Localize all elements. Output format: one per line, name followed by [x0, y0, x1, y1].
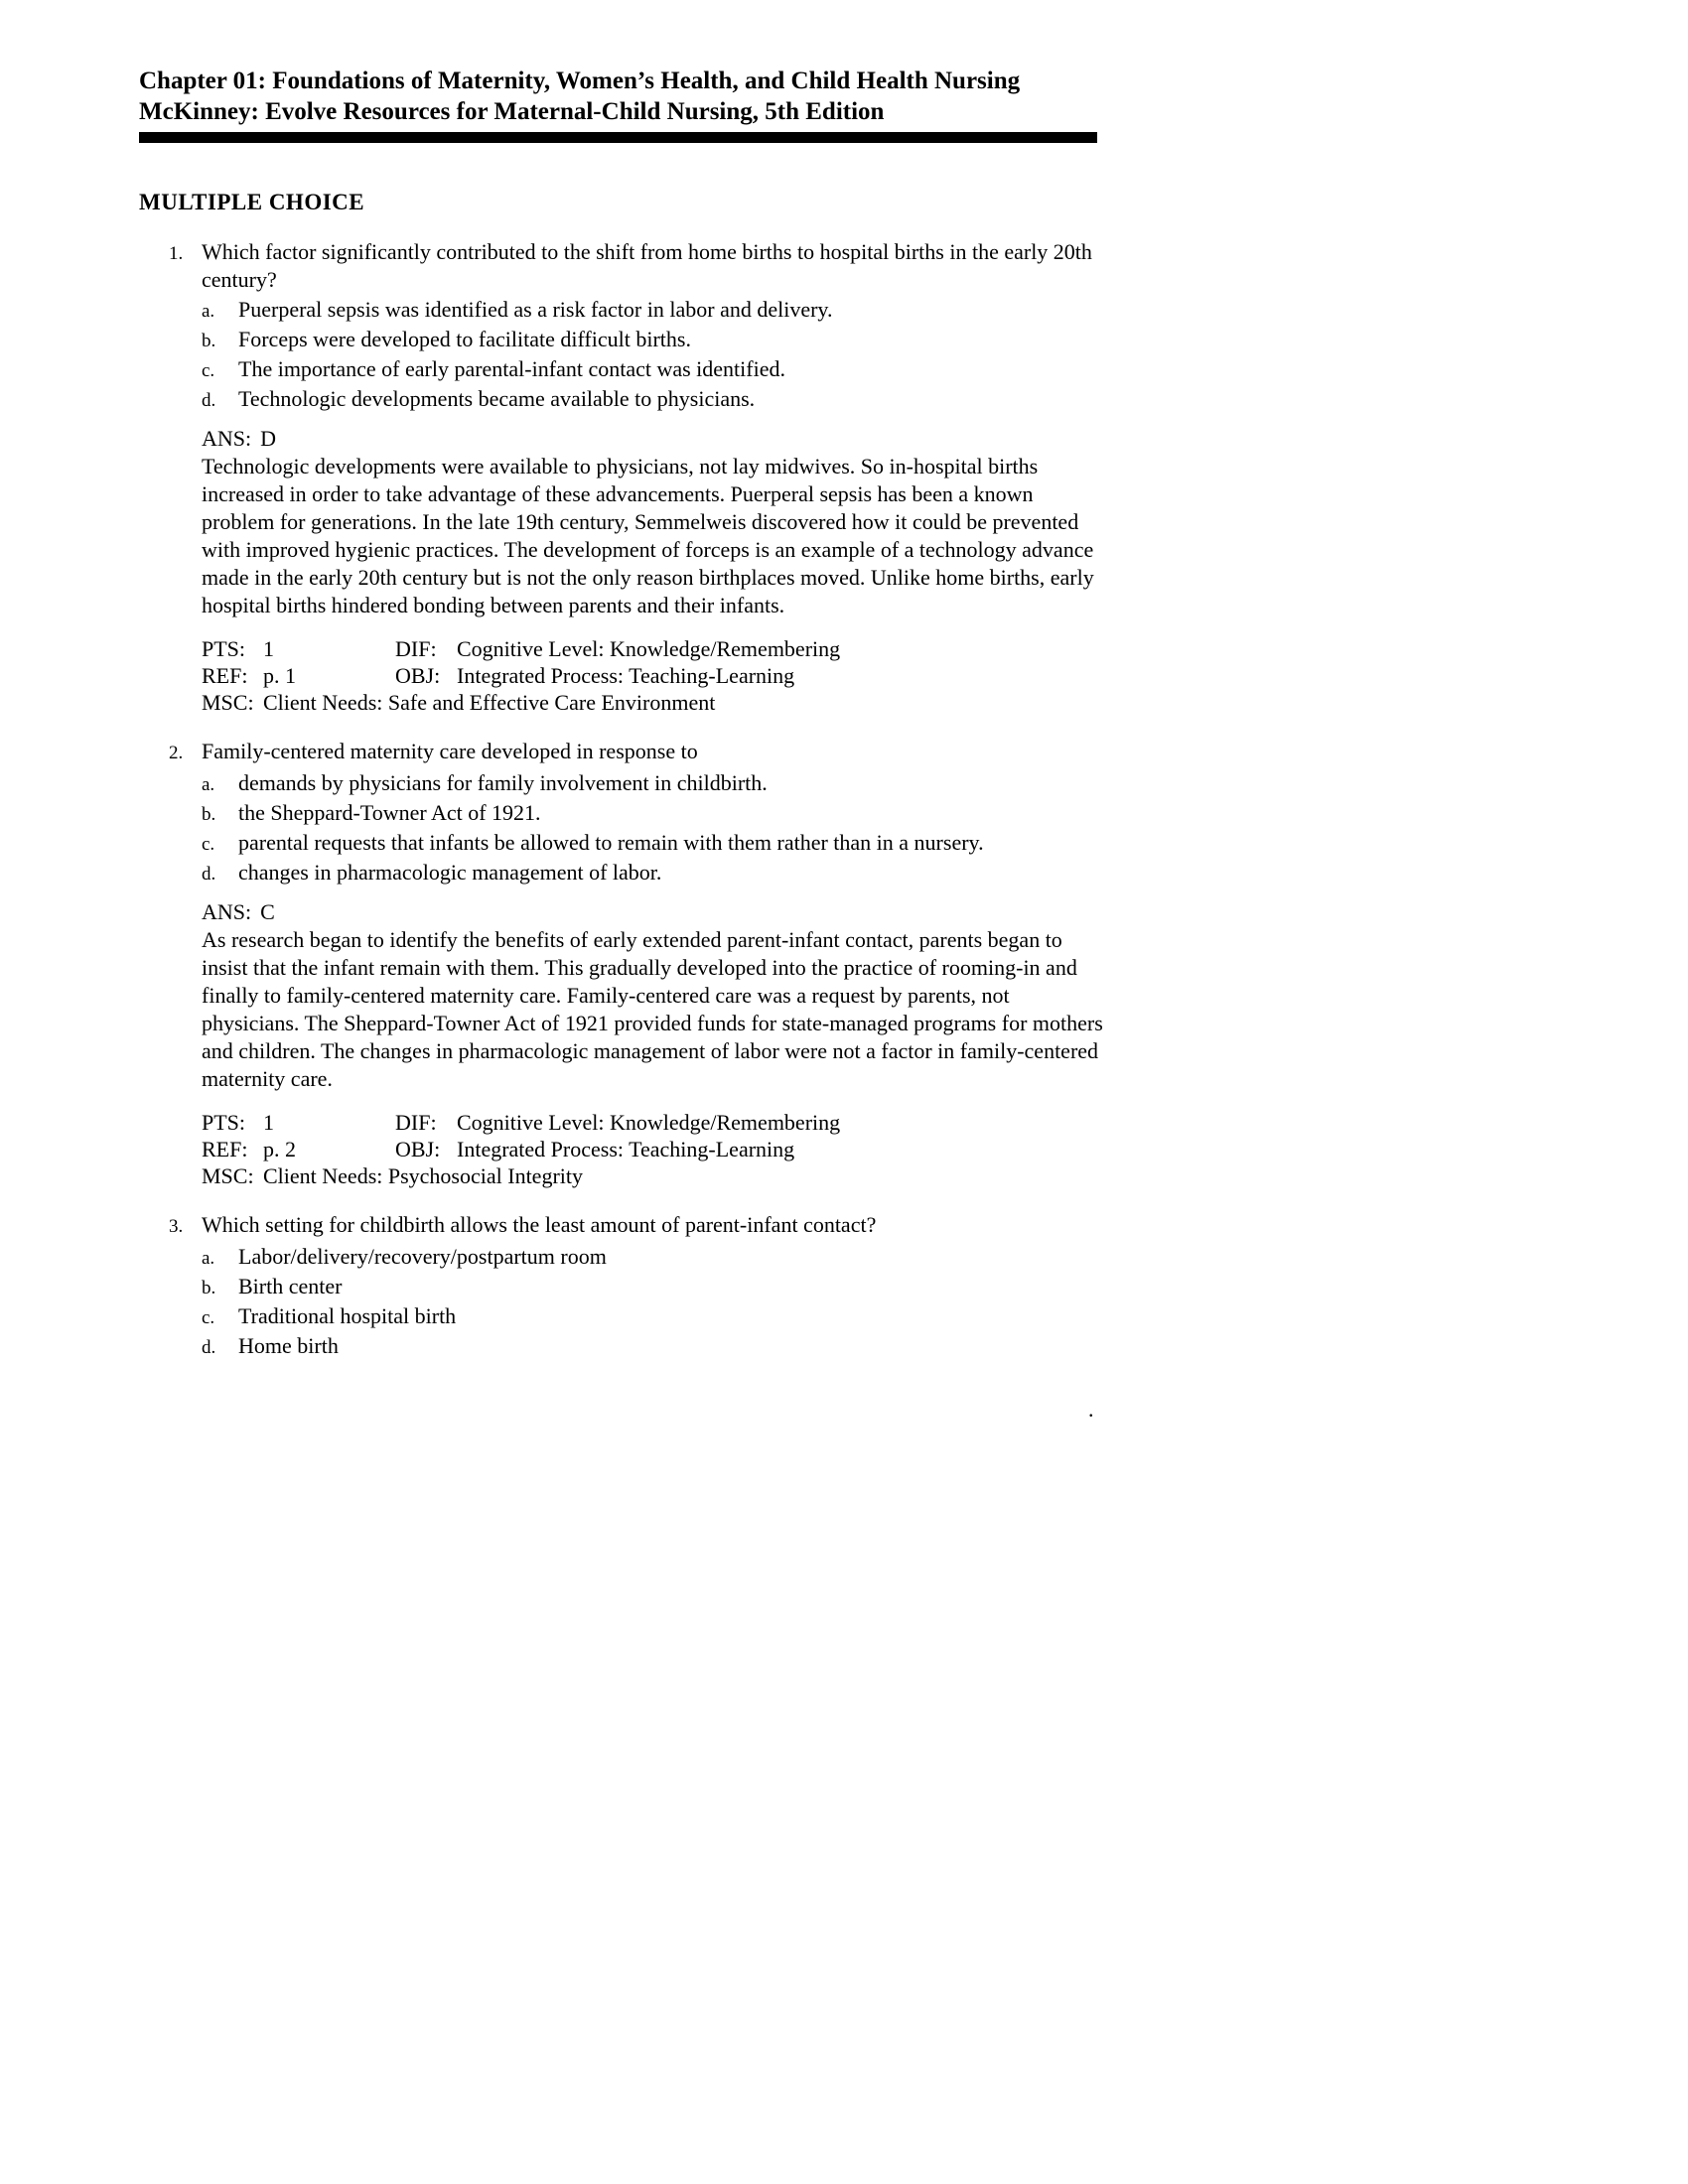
question-meta — [202, 1109, 1112, 1189]
stray-period: . — [1088, 1397, 1094, 1422]
question-meta — [202, 635, 1112, 716]
choice-text: changes in pharmacologic management of labor. — [238, 860, 662, 885]
choice-letter: c. — [202, 1307, 215, 1328]
choice-text: the Sheppard-Towner Act of 1921. — [238, 800, 541, 825]
choice-row — [202, 799, 1112, 829]
choice-letter: d. — [202, 390, 216, 411]
question-number: 1. — [169, 243, 184, 264]
document-header — [139, 66, 1112, 143]
choice-letter: c. — [202, 360, 215, 381]
choice-letter: b. — [202, 804, 216, 825]
ref-value: p. 2 — [263, 1137, 296, 1161]
choice-list — [202, 769, 1112, 888]
choice-text: Puerperal sepsis was identified as a risk factor in labor and delivery. — [238, 297, 833, 322]
obj-label: OBJ: — [395, 1137, 441, 1161]
choice-letter: b. — [202, 1278, 216, 1298]
question-stem: Which factor significantly contributed to the shift from home births to hospital births in the early 20th century? — [202, 239, 1092, 292]
choice-text: The importance of early parental-infant contact was identified. — [238, 356, 785, 381]
edition-subtitle: McKinney: Evolve Resources for Maternal-Child Nursing, 5th Edition — [139, 98, 885, 125]
answer-label: ANS: — [202, 426, 252, 451]
choice-row — [202, 1243, 1112, 1273]
choice-row — [202, 355, 1112, 385]
choice-row — [202, 326, 1112, 355]
choice-row — [202, 1273, 1112, 1302]
msc-value: Client Needs: Safe and Effective Care Environment — [263, 690, 716, 715]
choice-text: Forceps were developed to facilitate difficult births. — [238, 327, 691, 351]
choice-letter: b. — [202, 331, 216, 351]
msc-label: MSC: — [202, 1163, 254, 1188]
choice-letter: a. — [202, 774, 215, 795]
choice-letter: a. — [202, 1248, 215, 1269]
rationale-text: As research began to identify the benefits of early extended parent-infant contact, parents began to insist that the infant remain with them. This gradually developed into the practice of rooming-in and finally to family-centered maternity care. Family-centered care was a request by parents, not physicians. The Sheppard-Towner Act of 1921 provided funds for state-managed programs for mothers and children. The changes in pharmacologic management of labor were not a factor in family-centered maternity care. — [202, 927, 1103, 1091]
pts-value: 1 — [263, 1110, 274, 1135]
dif-value: Cognitive Level: Knowledge/Remembering — [457, 636, 841, 661]
dif-value: Cognitive Level: Knowledge/Remembering — [457, 1110, 841, 1135]
question-block-3 — [139, 1211, 1112, 1362]
question-stem-row — [139, 238, 1112, 294]
choice-row — [202, 859, 1112, 888]
choice-row — [202, 829, 1112, 859]
question-number: 3. — [169, 1216, 184, 1237]
pts-value: 1 — [263, 636, 274, 661]
question-number: 2. — [169, 743, 184, 763]
obj-label: OBJ: — [395, 663, 441, 688]
ref-label: REF: — [202, 663, 248, 688]
meta-grid — [202, 1109, 1110, 1189]
ref-value: p. 1 — [263, 663, 296, 688]
choice-letter: d. — [202, 864, 216, 885]
pts-label: PTS: — [202, 1110, 246, 1135]
choice-text: parental requests that infants be allowed to remain with them rather than in a nursery. — [238, 830, 984, 855]
choice-row — [202, 296, 1112, 326]
choice-text: Home birth — [238, 1333, 339, 1358]
question-stem: Family-centered maternity care developed in response to — [202, 739, 698, 763]
obj-value: Integrated Process: Teaching-Learning — [457, 1137, 795, 1161]
answer-label: ANS: — [202, 899, 252, 924]
choice-letter: a. — [202, 301, 215, 322]
answer-block — [202, 898, 1112, 1093]
choice-text: Labor/delivery/recovery/postpartum room — [238, 1244, 607, 1269]
header-rule — [139, 132, 1097, 143]
ref-label: REF: — [202, 1137, 248, 1161]
choice-row — [202, 1302, 1112, 1332]
choice-text: demands by physicians for family involvement in childbirth. — [238, 770, 768, 795]
choice-letter: d. — [202, 1337, 216, 1358]
choice-text: Traditional hospital birth — [238, 1303, 457, 1328]
question-stem-row — [139, 738, 1112, 767]
obj-value: Integrated Process: Teaching-Learning — [457, 663, 795, 688]
choice-text: Technologic developments became available to physicians. — [238, 386, 756, 411]
question-stem: Which setting for childbirth allows the least amount of parent-infant contact? — [202, 1212, 877, 1237]
dif-label: DIF: — [395, 1110, 437, 1135]
choice-row — [202, 1332, 1112, 1362]
chapter-title: Chapter 01: Foundations of Maternity, Women’s Health, and Child Health Nursing — [139, 68, 1021, 94]
question-block-2 — [139, 738, 1112, 1189]
choice-text: Birth center — [238, 1274, 343, 1298]
question-stem-row — [139, 1211, 1112, 1241]
answer-value: C — [260, 899, 275, 924]
meta-grid — [202, 635, 1110, 716]
pts-label: PTS: — [202, 636, 246, 661]
msc-label: MSC: — [202, 690, 254, 715]
dif-label: DIF: — [395, 636, 437, 661]
document-content — [0, 0, 1112, 1362]
msc-value: Client Needs: Psychosocial Integrity — [263, 1163, 583, 1188]
answer-block — [202, 425, 1112, 619]
choice-row — [202, 769, 1112, 799]
question-block-1 — [139, 238, 1112, 716]
choice-row — [202, 385, 1112, 415]
section-title: MULTIPLE CHOICE — [139, 190, 365, 214]
answer-value: D — [260, 426, 277, 451]
choice-list — [202, 296, 1112, 415]
choice-list — [202, 1243, 1112, 1362]
choice-letter: c. — [202, 834, 215, 855]
answer-line — [202, 425, 1112, 453]
rationale-text: Technologic developments were available to physicians, not lay midwives. So in-hospital births increased in order to take advantage of these advancements. Puerperal sepsis has been a known problem for generations. In the late 19th century, Semmelweis discovered how it could be prevented with improved hygienic practices. The development of forceps is an example of a technology advance made in the early 20th century but is not the only reason birthplaces moved. Unlike home births, early hospital births hindered bonding between parents and their infants. — [202, 454, 1094, 617]
answer-line — [202, 898, 1112, 926]
